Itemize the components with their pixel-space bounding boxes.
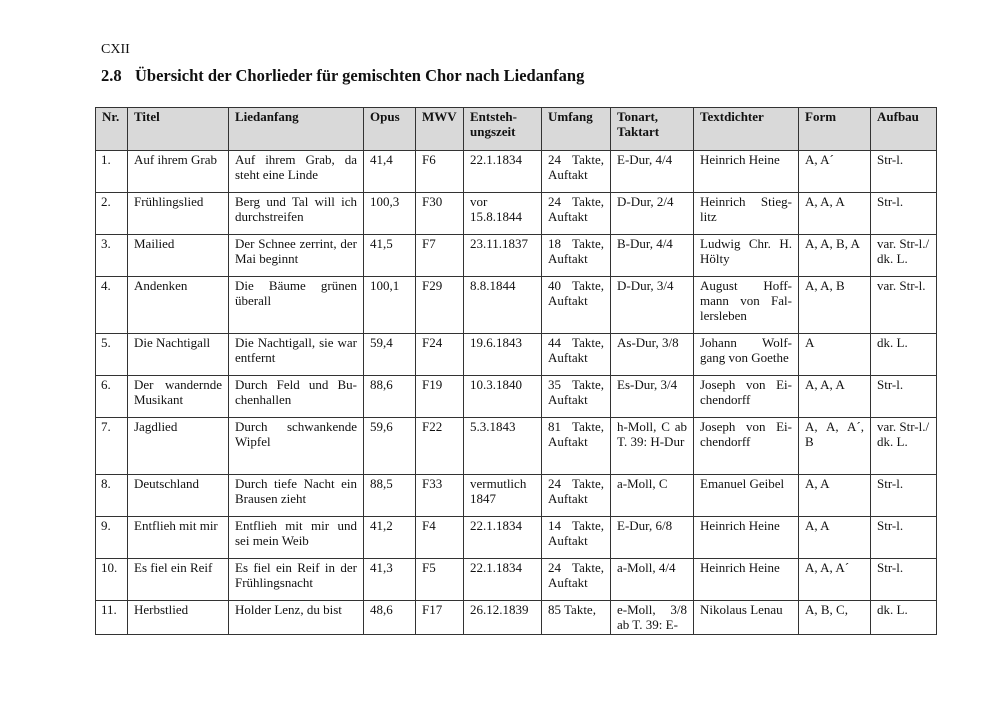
cell-entstehungszeit: 22.1.1834: [464, 517, 542, 559]
cell-liedanfang: Der Schnee zerrint, der Mai beginnt: [229, 235, 364, 277]
cell-textdichter: Heinrich Heine: [694, 151, 799, 193]
cell-mwv: F29: [416, 277, 464, 334]
cell-entstehungszeit: 8.8.1844: [464, 277, 542, 334]
cell-titel: Deutschland: [128, 475, 229, 517]
cell-tonart: D-Dur, 3/4: [611, 277, 694, 334]
cell-tonart: e-Moll, 3/8 ab T. 39: E-: [611, 601, 694, 635]
cell-mwv: F30: [416, 193, 464, 235]
cell-textdichter: Ludwig Chr. H. Hölty: [694, 235, 799, 277]
cell-tonart: h-Moll, C ab T. 39: H-Dur: [611, 418, 694, 475]
header-form: Form: [799, 108, 871, 151]
cell-entstehungszeit: vor 15.8.1844: [464, 193, 542, 235]
cell-form: A, B, C,: [799, 601, 871, 635]
cell-nr: 1.: [96, 151, 128, 193]
cell-tonart: E-Dur, 4/4: [611, 151, 694, 193]
cell-mwv: F7: [416, 235, 464, 277]
cell-form: A, A, B, A: [799, 235, 871, 277]
cell-titel: Es fiel ein Reif: [128, 559, 229, 601]
cell-nr: 2.: [96, 193, 128, 235]
section-heading: [101, 66, 584, 86]
cell-entstehungszeit: 10.3.1840: [464, 376, 542, 418]
cell-form: A: [799, 334, 871, 376]
table-header-row: [96, 108, 937, 151]
cell-textdichter: Heinrich Heine: [694, 517, 799, 559]
cell-titel: Der wandernde Musikant: [128, 376, 229, 418]
cell-entstehungszeit: 5.3.1843: [464, 418, 542, 475]
cell-aufbau: dk. L.: [871, 334, 937, 376]
cell-liedanfang: Es fiel ein Reif in der Frühlingsnacht: [229, 559, 364, 601]
header-titel: Titel: [128, 108, 229, 151]
cell-entstehungszeit: 22.1.1834: [464, 151, 542, 193]
table-row: [96, 376, 937, 418]
header-umfang: Umfang: [542, 108, 611, 151]
cell-liedanfang: Entflieh mit mir und sei mein Weib: [229, 517, 364, 559]
cell-opus: 41,5: [364, 235, 416, 277]
cell-entstehungszeit: 19.6.1843: [464, 334, 542, 376]
cell-textdichter: August Hoff-mann von Fal-lersleben: [694, 277, 799, 334]
cell-textdichter: Joseph von Ei-chendorff: [694, 376, 799, 418]
header-entstehungszeit: Entsteh-ungszeit: [464, 108, 542, 151]
cell-opus: 48,6: [364, 601, 416, 635]
page-number: CXII: [101, 42, 130, 57]
table-row: [96, 151, 937, 193]
cell-nr: 11.: [96, 601, 128, 635]
cell-umfang: 14 Takte, Auftakt: [542, 517, 611, 559]
cell-tonart: a-Moll, C: [611, 475, 694, 517]
cell-titel: Auf ihrem Grab: [128, 151, 229, 193]
cell-umfang: 24 Takte, Auftakt: [542, 559, 611, 601]
cell-entstehungszeit: vermutlich 1847: [464, 475, 542, 517]
cell-titel: Andenken: [128, 277, 229, 334]
cell-liedanfang: Die Bäume grünen überall: [229, 277, 364, 334]
choral-songs-table: [95, 107, 937, 635]
section-number: 2.8: [101, 66, 122, 85]
cell-opus: 88,6: [364, 376, 416, 418]
cell-tonart: D-Dur, 2/4: [611, 193, 694, 235]
cell-nr: 6.: [96, 376, 128, 418]
cell-opus: 100,1: [364, 277, 416, 334]
cell-nr: 4.: [96, 277, 128, 334]
cell-liedanfang: Auf ihrem Grab, da steht eine Linde: [229, 151, 364, 193]
cell-form: A, A, A´, B: [799, 418, 871, 475]
header-tonart: Tonart, Taktart: [611, 108, 694, 151]
cell-umfang: 44 Takte, Auftakt: [542, 334, 611, 376]
cell-opus: 88,5: [364, 475, 416, 517]
cell-opus: 59,4: [364, 334, 416, 376]
cell-nr: 8.: [96, 475, 128, 517]
cell-opus: 100,3: [364, 193, 416, 235]
cell-umfang: 18 Takte, Auftakt: [542, 235, 611, 277]
cell-liedanfang: Berg und Tal will ich durchstreifen: [229, 193, 364, 235]
cell-liedanfang: Durch schwankende Wipfel: [229, 418, 364, 475]
cell-form: A, A, A´: [799, 559, 871, 601]
cell-umfang: 35 Takte, Auftakt: [542, 376, 611, 418]
cell-textdichter: Nikolaus Lenau: [694, 601, 799, 635]
cell-opus: 59,6: [364, 418, 416, 475]
cell-form: A, A, A: [799, 193, 871, 235]
cell-aufbau: var. Str-l.: [871, 277, 937, 334]
section-title: Übersicht der Chorlieder für gemischten Chor nach Liedanfang: [135, 66, 585, 85]
cell-tonart: E-Dur, 6/8: [611, 517, 694, 559]
cell-mwv: F33: [416, 475, 464, 517]
cell-mwv: F17: [416, 601, 464, 635]
table-row: [96, 559, 937, 601]
cell-form: A, A, B: [799, 277, 871, 334]
header-opus: Opus: [364, 108, 416, 151]
table-row: [96, 193, 937, 235]
cell-aufbau: Str-l.: [871, 151, 937, 193]
cell-form: A, A´: [799, 151, 871, 193]
cell-textdichter: Heinrich Heine: [694, 559, 799, 601]
table-row: [96, 418, 937, 475]
cell-form: A, A: [799, 475, 871, 517]
cell-textdichter: Johann Wolf-gang von Goethe: [694, 334, 799, 376]
table-row: [96, 334, 937, 376]
cell-aufbau: Str-l.: [871, 193, 937, 235]
cell-aufbau: Str-l.: [871, 559, 937, 601]
cell-form: A, A, A: [799, 376, 871, 418]
cell-mwv: F4: [416, 517, 464, 559]
cell-opus: 41,2: [364, 517, 416, 559]
table-row: [96, 235, 937, 277]
cell-textdichter: Emanuel Geibel: [694, 475, 799, 517]
cell-nr: 3.: [96, 235, 128, 277]
cell-titel: Entflieh mit mir: [128, 517, 229, 559]
cell-aufbau: Str-l.: [871, 376, 937, 418]
cell-tonart: a-Moll, 4/4: [611, 559, 694, 601]
cell-aufbau: Str-l.: [871, 517, 937, 559]
cell-opus: 41,3: [364, 559, 416, 601]
cell-mwv: F6: [416, 151, 464, 193]
cell-liedanfang: Durch tiefe Nacht ein Brausen zieht: [229, 475, 364, 517]
table-row: [96, 475, 937, 517]
table-row: [96, 601, 937, 635]
header-aufbau: Aufbau: [871, 108, 937, 151]
cell-aufbau: Str-l.: [871, 475, 937, 517]
cell-aufbau: var. Str-l./ dk. L.: [871, 418, 937, 475]
cell-liedanfang: Durch Feld und Bu-chenhallen: [229, 376, 364, 418]
cell-entstehungszeit: 22.1.1834: [464, 559, 542, 601]
cell-tonart: B-Dur, 4/4: [611, 235, 694, 277]
cell-entstehungszeit: 23.11.1837: [464, 235, 542, 277]
cell-umfang: 81 Takte, Auftakt: [542, 418, 611, 475]
cell-mwv: F19: [416, 376, 464, 418]
cell-liedanfang: Die Nachtigall, sie war entfernt: [229, 334, 364, 376]
cell-umfang: 24 Takte, Auftakt: [542, 193, 611, 235]
header-textdichter: Textdichter: [694, 108, 799, 151]
cell-titel: Frühlingslied: [128, 193, 229, 235]
cell-tonart: As-Dur, 3/8: [611, 334, 694, 376]
cell-nr: 9.: [96, 517, 128, 559]
cell-titel: Jagdlied: [128, 418, 229, 475]
cell-aufbau: var. Str-l./ dk. L.: [871, 235, 937, 277]
cell-aufbau: dk. L.: [871, 601, 937, 635]
cell-form: A, A: [799, 517, 871, 559]
cell-umfang: 40 Takte, Auftakt: [542, 277, 611, 334]
cell-titel: Die Nachtigall: [128, 334, 229, 376]
cell-tonart: Es-Dur, 3/4: [611, 376, 694, 418]
cell-nr: 10.: [96, 559, 128, 601]
header-liedanfang: Liedanfang: [229, 108, 364, 151]
cell-textdichter: Heinrich Stieg-litz: [694, 193, 799, 235]
cell-titel: Herbstlied: [128, 601, 229, 635]
cell-umfang: 24 Takte, Auftakt: [542, 475, 611, 517]
cell-titel: Mailied: [128, 235, 229, 277]
cell-nr: 7.: [96, 418, 128, 475]
cell-liedanfang: Holder Lenz, du bist: [229, 601, 364, 635]
table-row: [96, 517, 937, 559]
table-row: [96, 277, 937, 334]
cell-mwv: F5: [416, 559, 464, 601]
cell-mwv: F22: [416, 418, 464, 475]
cell-textdichter: Joseph von Ei-chendorff: [694, 418, 799, 475]
header-nr: Nr.: [96, 108, 128, 151]
cell-entstehungszeit: 26.12.1839: [464, 601, 542, 635]
header-mwv: MWV: [416, 108, 464, 151]
cell-nr: 5.: [96, 334, 128, 376]
cell-opus: 41,4: [364, 151, 416, 193]
cell-mwv: F24: [416, 334, 464, 376]
cell-umfang: 24 Takte, Auftakt: [542, 151, 611, 193]
cell-umfang: 85 Takte,: [542, 601, 611, 635]
